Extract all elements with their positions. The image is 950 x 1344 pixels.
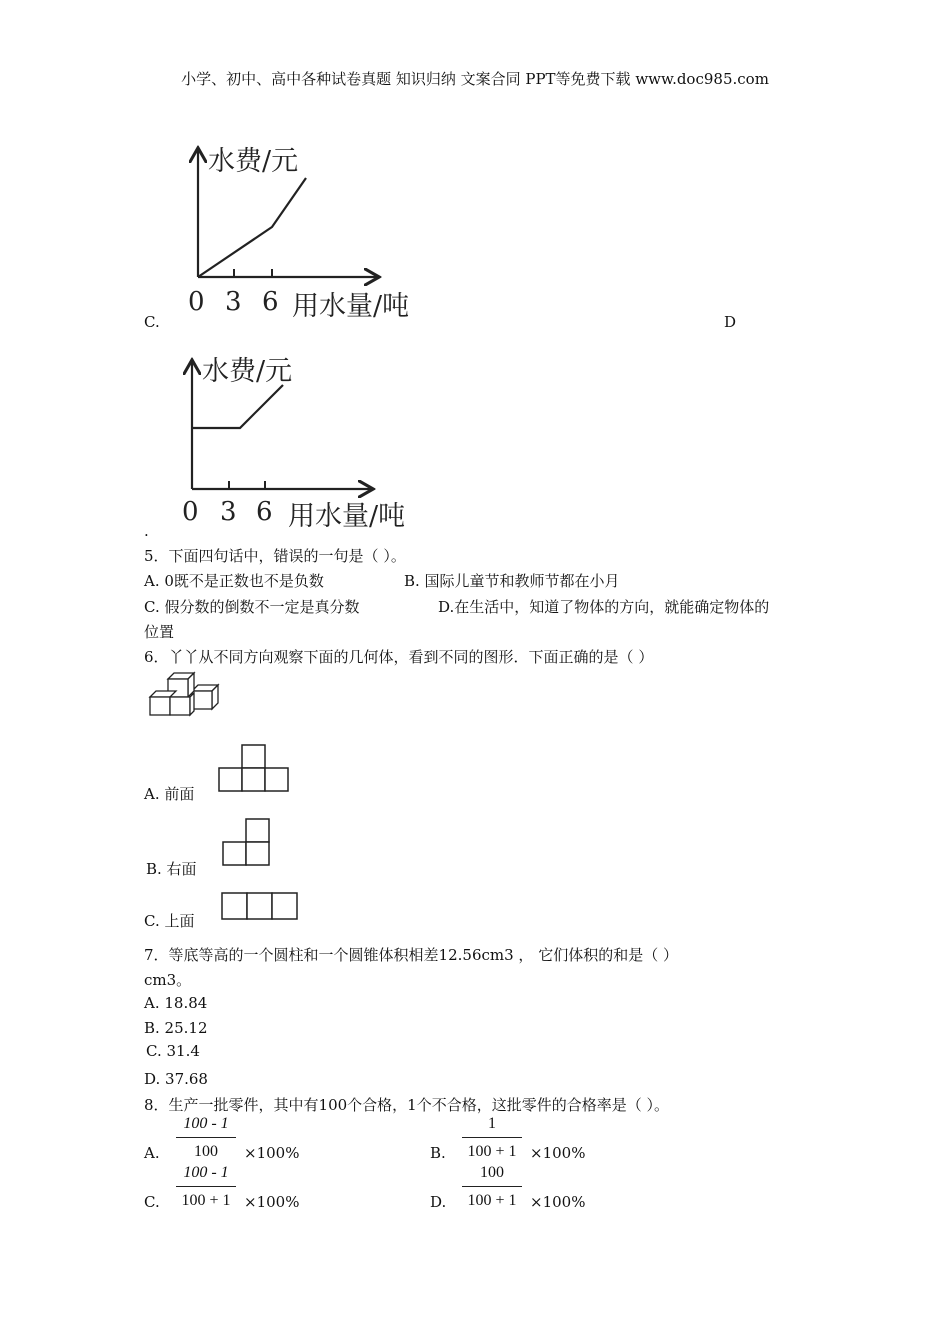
q8-option-d-fraction (462, 1163, 522, 1211)
graph-c-xlabel: 用水量/吨 (292, 291, 410, 322)
q6-cube-solid (146, 669, 222, 719)
graph-c-tick-label-3: 3 (225, 287, 242, 317)
q8-option-a-fraction (176, 1114, 236, 1162)
q8-option-d-label: D. (430, 1193, 447, 1211)
q8-option-a-label: A. (144, 1144, 160, 1162)
q5-option-a: A. 0既不是正数也不是负数 (144, 572, 324, 590)
q7-option-b: B. 25.12 (144, 1019, 208, 1037)
q6-option-a-figure (218, 743, 292, 795)
q8-option-b-fraction (462, 1114, 522, 1162)
q8-option-c-numerator: 100 - 1 (183, 1164, 229, 1181)
graph-d-tick-label-3: 3 (220, 497, 237, 527)
graph-c-tick-label-6: 6 (262, 287, 279, 317)
graph-d-line (192, 385, 283, 428)
page-header: 小学、初中、高中各种试卷真题 知识归纳 文案合同 PPT等免费下载 www.doc985.com (181, 70, 769, 88)
trailing-period: . (144, 522, 149, 540)
q7-stem: 7．等底等高的一个圆柱和一个圆锥体积相差12.56cm3 ， 它们体积的和是（ ） (144, 946, 678, 964)
q5-option-b: B. 国际儿童节和教师节都在小月 (404, 572, 620, 590)
graph-c-line (198, 178, 306, 277)
graph-c (182, 140, 452, 325)
q8-option-a-numerator: 100 - 1 (183, 1115, 229, 1132)
graph-d (176, 352, 446, 537)
q7-option-c: C. 31.4 (146, 1042, 200, 1060)
graph-d-xlabel: 用水量/吨 (288, 501, 406, 532)
q6-option-b: B. 右面 (146, 860, 197, 878)
graph-d-tick-label-6: 6 (256, 497, 273, 527)
q8-option-d-numerator: 100 (480, 1164, 504, 1181)
q7-stem-continued: cm3。 (144, 971, 192, 989)
graph-d-ylabel: 水费/元 (202, 356, 293, 387)
q8-option-b-denominator: 100 + 1 (467, 1143, 517, 1160)
q6-option-c: C. 上面 (144, 912, 195, 930)
q8-option-c-tail: ×100% (244, 1193, 300, 1211)
q8-option-d-tail: ×100% (530, 1193, 586, 1211)
q5-option-d-continued: 位置 (144, 623, 175, 641)
q8-option-a-denominator: 100 (194, 1143, 218, 1160)
q8-option-c-fraction (176, 1163, 236, 1211)
graph-c-option-label: C. (144, 313, 160, 331)
q7-option-a: A. 18.84 (144, 994, 208, 1012)
q6-option-c-figure (220, 891, 302, 923)
graph-c-tick-label-0: 0 (188, 287, 205, 317)
q5-stem: 5．下面四句话中，错误的一句是（ ）。 (144, 547, 406, 565)
q8-option-c-label: C. (144, 1193, 160, 1211)
q7-option-d: D. 37.68 (144, 1070, 208, 1088)
q8-option-b-numerator: 1 (488, 1115, 496, 1132)
graph-c-ylabel: 水费/元 (208, 146, 299, 177)
q5-option-c: C. 假分数的倒数不一定是真分数 (144, 598, 360, 616)
q5-option-d: D.在生活中，知道了物体的方向，就能确定物体的 (438, 598, 770, 616)
q8-stem: 8．生产一批零件，其中有100个合格，1个不合格，这批零件的合格率是（ ）。 (144, 1096, 669, 1114)
graph-d-option-label: D (724, 313, 737, 331)
q6-option-b-figure (221, 817, 273, 869)
q6-stem: 6．丫丫从不同方向观察下面的几何体，看到不同的图形．下面正确的是（ ） (144, 648, 654, 666)
q8-option-b-label: B. (430, 1144, 446, 1162)
q8-option-d-denominator: 100 + 1 (467, 1192, 517, 1209)
q8-option-c-denominator: 100 + 1 (181, 1192, 231, 1209)
q6-option-a: A. 前面 (144, 785, 195, 803)
q8-option-b-tail: ×100% (530, 1144, 586, 1162)
graph-d-tick-label-0: 0 (182, 497, 199, 527)
q8-option-a-tail: ×100% (244, 1144, 300, 1162)
